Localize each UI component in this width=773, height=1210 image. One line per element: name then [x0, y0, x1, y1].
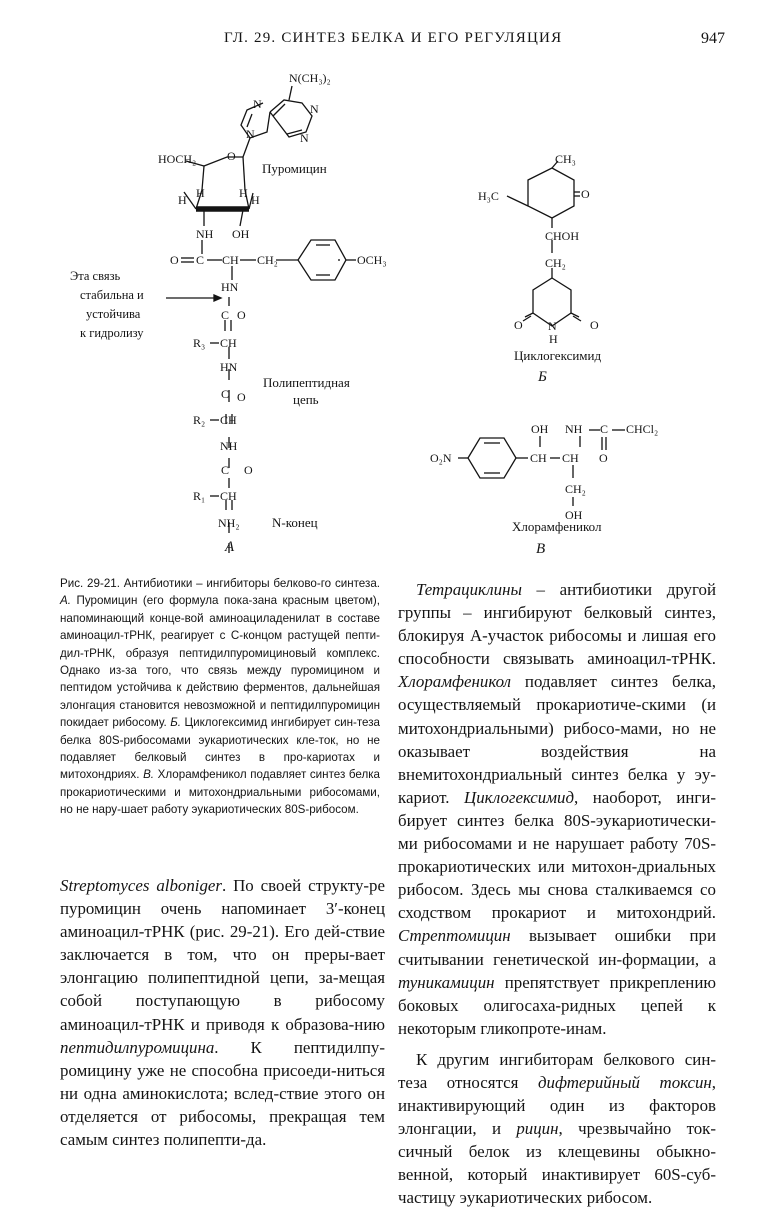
panel-letter-b: Б — [538, 369, 547, 385]
italic-term: дифтерийный токсин — [537, 1072, 712, 1092]
body-text: вызывает ошибки при считывании генетической ин-формации, а — [398, 926, 716, 969]
caption-text: Пуромицин (его формула пока-зана красным цветом), напоминающий конце-вой аминоациладенилат в составе аминоацил-тРНК, реагирует с С-концом растущей пепти-дил-тРНК, образуя пептидилпуромициновый комплекс. Однако из-за того, что связь между пуромицином и пептидом устойчива к действию ферментов, дальнейшая элонгация становится невозможной и пептидилпуромицин покидает рибосому. — [60, 594, 380, 730]
puromycin-r2: R₂ — [193, 413, 206, 427]
chloramphenicol-c: C — [600, 422, 609, 436]
body-text: . К пептидилпу-ромицину уже не способна присоеди-ниться ни одна аминокислота; вслед-ствие этого он отделяется от рибосомы, прекращая тем самым синтез полипепти-да. — [60, 1037, 385, 1150]
puromycin-nh: NH — [196, 227, 214, 241]
cycloheximide-ch2: CH₂ — [545, 256, 566, 270]
chloramphenicol-ch: CH — [530, 451, 547, 465]
italic-term: Циклогексимид — [464, 787, 574, 807]
body-text: , чрезвычайно ток-сичный белок из клещевины обыкно-венной, который инактивирует 60S-суб-частицу эукариотических рибосом. — [398, 1119, 716, 1208]
puromycin-hn: HN — [220, 360, 238, 374]
panel-letter-c: В — [536, 541, 546, 557]
puromycin-nh: NH — [220, 439, 238, 453]
puromycin-ring-n: N — [300, 131, 309, 145]
puromycin-o: O — [237, 390, 246, 404]
chloramphenicol-oh: OH — [531, 422, 549, 436]
left-column-text — [60, 874, 385, 1151]
puromycin-ch: CH — [220, 413, 237, 427]
chloramphenicol-labels — [430, 422, 658, 557]
body-text: , наоборот, инги-бирует синтез белка 80S-эукариотически-ми рибосомами и не нарушает работу 70S-прокариотических или митохон-дриальных рибосом. Здесь мы снова сталкиваемся со сходством прокариот и митохондрий. — [398, 787, 716, 923]
puromycin-ch: CH — [220, 489, 237, 503]
chain-label-line: Полипептидная — [263, 375, 350, 390]
puromycin-labels — [158, 71, 387, 555]
body-text: – антибиотики другой группы – ингибируют белковый синтез, блокируя А-участок рибосомы и лишая его способности связывать аминоацил-тРНК. — [398, 580, 716, 669]
puromycin-ch2: CH₂ — [257, 253, 278, 267]
puromycin-h: H — [196, 186, 205, 200]
chain-label-line: цепь — [293, 392, 319, 407]
chloramphenicol-ch: CH — [562, 451, 579, 465]
chloramphenicol-name: Хлорамфеникол — [512, 519, 602, 534]
cycloheximide-o: O — [590, 318, 599, 332]
body-text: , инактивирующий один из факторов элонгации, и — [398, 1072, 716, 1139]
cycloheximide-h: H — [549, 332, 558, 346]
caption-panel-label: В. — [143, 768, 155, 782]
puromycin-h: H — [178, 193, 187, 207]
italic-term: пептидилпуромицина — [60, 1037, 215, 1057]
puromycin-ring-n: N — [246, 127, 255, 141]
puromycin-ch: CH — [222, 253, 239, 267]
puromycin-och3: OCH₃ — [357, 253, 387, 267]
cycloheximide-bonds — [507, 161, 581, 326]
puromycin-ring-o: O — [227, 149, 236, 163]
puromycin-amino-group: N(CH₃)₂ — [289, 71, 331, 85]
puromycin-name: Пуромицин — [262, 161, 327, 176]
paragraph — [398, 1048, 716, 1210]
chloramphenicol-chcl2: CHCl₂ — [626, 422, 659, 436]
puromycin-h: H — [251, 193, 260, 207]
figure-29-21 — [0, 0, 773, 580]
italic-term: Хлорамфеникол — [398, 672, 511, 692]
cycloheximide-name: Циклогексимид — [514, 348, 602, 363]
cycloheximide-h3c: H₃C — [478, 189, 499, 203]
caption-panel-label: Б. — [170, 716, 182, 730]
puromycin-r3: R₃ — [193, 336, 206, 350]
puromycin-c: C — [221, 463, 230, 477]
italic-term: Стрептомицин — [398, 926, 511, 946]
paragraph — [60, 874, 385, 1151]
chloramphenicol-nh: NH — [565, 422, 583, 436]
cycloheximide-o: O — [581, 187, 590, 201]
caption-text: Хлорамфеникол подавляет синтез белка прокариотическими и митохондриальными рибосомами, но не нару-шает работу эукариотических 80S-рибосом. — [60, 768, 380, 817]
panel-letter-a: А — [225, 539, 235, 555]
paragraph — [398, 578, 716, 1040]
right-column-text — [398, 578, 716, 1210]
puromycin-ch: CH — [220, 336, 237, 350]
puromycin-c: C — [221, 308, 230, 322]
puromycin-oh: OH — [232, 227, 250, 241]
puromycin-o: O — [244, 463, 253, 477]
body-text: препятствует прикреплению боковых олигосаха-ридных цепей к некоторым гликопроте-инам. — [398, 972, 716, 1038]
cycloheximide-choh: CHOH — [545, 229, 580, 243]
puromycin-c: C — [196, 253, 205, 267]
caption-text: Рис. 29-21. Антибиотики – ингибиторы белково-го синтеза. — [60, 577, 380, 590]
puromycin-c: C — [221, 387, 230, 401]
puromycin-r1: R₁ — [193, 489, 206, 503]
bond-note — [70, 269, 144, 340]
bond-note-line: стабильна и — [80, 288, 144, 302]
caption-text: Циклогексимид ингибирует син-теза белка 80S-рибосомами эукариотических кле-ток, но не подавляет белковый синтез в про-кариотах и митохондриях. — [60, 716, 380, 782]
bond-note-line: устойчива — [86, 307, 141, 321]
italic-term: туникамицин — [398, 972, 495, 992]
running-header-title: ГЛ. 29. СИНТЕЗ БЕЛКА И ЕГО РЕГУЛЯЦИЯ — [224, 30, 563, 46]
cycloheximide-labels — [478, 152, 601, 385]
chain-label — [263, 375, 350, 407]
cycloheximide-ch3: CH₃ — [555, 152, 576, 166]
chloramphenicol-bonds — [458, 430, 625, 506]
puromycin-h: H — [239, 186, 248, 200]
puromycin-ring-n: N — [310, 102, 319, 116]
italic-term: Тетрациклины — [416, 580, 522, 599]
body-text: . По своей структу-ре пуромицин очень напоминает 3′-конец аминоацил-тРНК (рис. 29-21). Его дей-ствие заключается в том, что он преры-вает элонгацию полипептидной цепи, за-мещая собой поступающую в рибосому аминоацил-тРНК и приводя к образова-нию — [60, 876, 385, 1034]
italic-term: рицин — [516, 1119, 559, 1139]
puromycin-nh2: NH₂ — [218, 516, 240, 530]
puromycin-o: O — [237, 308, 246, 322]
page-number: 947 — [701, 30, 725, 47]
puromycin-hoch2: HOCH₂ — [158, 152, 197, 166]
figure-caption — [60, 575, 380, 819]
chloramphenicol-o2n: O₂N — [430, 451, 452, 465]
body-text: подавляет синтез белка, осуществляемый прокариотиче-скими (и митохондриальными) рибосо-мами, но не оказывает воздействия на внемитохондриальный синтез белка у эу-кариот. — [398, 672, 716, 807]
caption-panel-label: А. — [60, 594, 71, 608]
chloramphenicol-oh: OH — [565, 508, 583, 522]
bond-note-line: к гидролизу — [80, 326, 144, 340]
cycloheximide-o: O — [514, 318, 523, 332]
bond-note-line: Эта связь — [70, 269, 121, 283]
puromycin-hn: HN — [221, 280, 239, 294]
chloramphenicol-o: O — [599, 451, 608, 465]
n-terminus-label: N-конец — [272, 515, 318, 530]
cycloheximide-n: N — [548, 319, 557, 333]
species-name: Streptomyces alboniger — [60, 876, 222, 895]
body-text: К другим ингибиторам белкового син-теза относятся — [398, 1049, 716, 1092]
puromycin-o: O — [170, 253, 179, 267]
puromycin-ring-n: N — [253, 97, 262, 111]
chloramphenicol-ch2: CH₂ — [565, 482, 586, 496]
